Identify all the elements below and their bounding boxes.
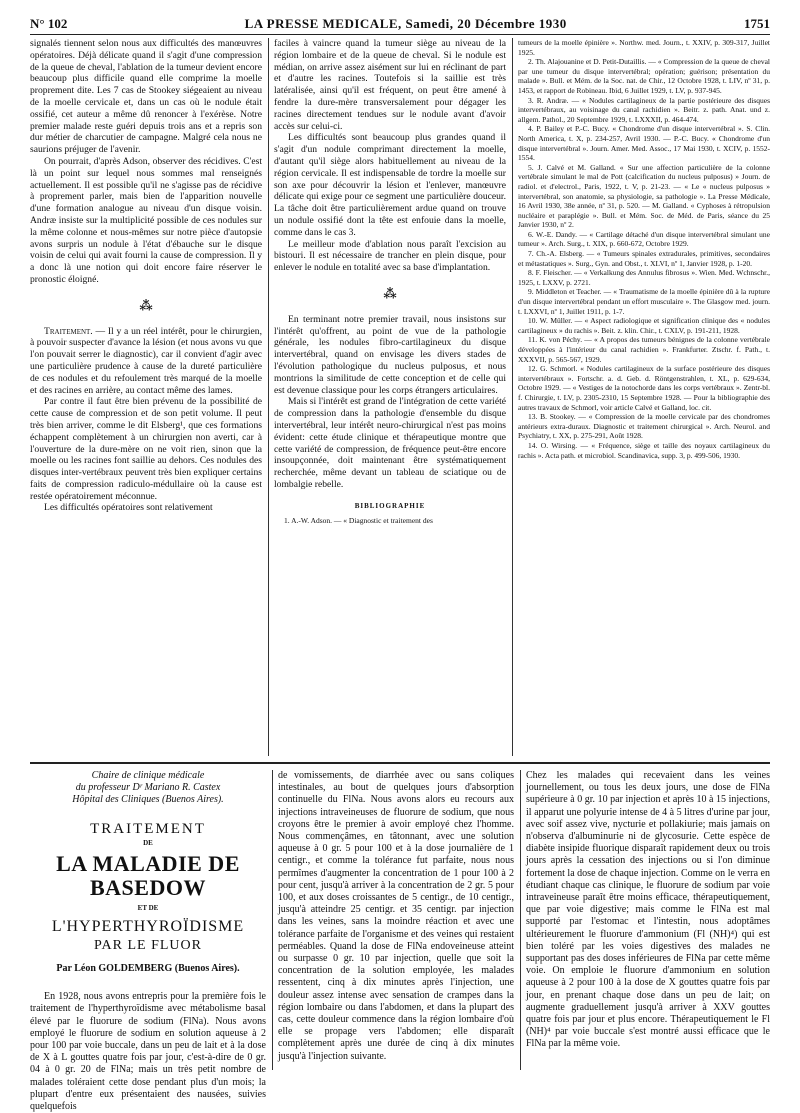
bibliography-column [518,38,770,756]
column-rule [268,38,269,756]
bib-entry: 10. W. Müller. — « Aspect radiologique et signification clinique des « nodules cartilagineux » du rachis ». Beit. z. klin. Chir., t. CXLV, p. 191-211, 1928. [518,316,770,335]
column-rule [520,770,521,1070]
paragraph: En terminant notre premier travail, nous insistons sur l'intérêt qu'offrent, au point de vue de la pathologie générale, les nodules fibro-cartilagineux du disque intervertébral, quand on envisage les divers stades de l'évolution pathologique du nucleus pulposus, et nous montrions la similitude de cette conception et de celle qui est devenue classique pour les corps étrangers articulaires. [274,313,506,396]
paragraph: Le meilleur mode d'ablation nous paraît l'excision au bistouri. Il est nécessaire de trancher en plein disque, pour enlever le nodule en totalité avec sa base d'implantation. [274,238,506,274]
section-stars: ⁂ [139,297,153,313]
article-column-1 [30,770,266,1113]
bib-entry: 6. W.-E. Dandy. — « Cartilage détaché d'un disque intervertébral simulant une tumeur ». Arch. Surg., t. XIX, p. 660-672, Octobre 1929. [518,229,770,249]
article-column-3 [526,770,770,1070]
column-rule [512,38,513,756]
article-title-line-4: PAR LE FLUOR [94,938,202,954]
bib-entry: 3. R. Andræ. — « Nodules cartilagineux de la partie postérieure des disques intervertébraux, au voisinage du canal rachidien ». Beitr. z. path. Anat. und z. allgem. Pathol., 20 Septembre 1929, t. LXXXII, p. 464-474. [518,95,770,124]
bib-entry: 8. F. Fleischer. — « Verkalkung des Annulus fibrosus ». Wien. Med. Wchnschr., 1925, t. LXXV, p. 2721. [518,268,770,287]
bib-entry: 7. Ch.-A. Elsberg. — « Tumeurs spinales extradurales, primitives, secondaires et métastatiques ». Surg., Gyn. and Obst., t. XLVI, nº 1, Janvier 1928, p. 1-20. [518,249,770,268]
paragraph: signalés tiennent selon nous aux difficultés des manœuvres opératoires. Déjà délicate quand il s'agit d'une compression de la queue de cheval, l'ablation de la tumeur devient encore beaucoup plus difficile quand elle comprime la moelle proprement dite. Les 7 cas de Stookey siégeaient au niveau de la moelle cervicale et, dans un cas où le nodule était ossifié, cet auteur a même dû renoncer à l'exérèse. Notre premier malade reste guéri depuis trois ans et a repris son dur métier de charcutier de campagne. Malgré cela nous ne saurions préjuger de l'avenir. [30,38,262,156]
article-title-line-1: TRAITEMENT [90,821,206,837]
article-title-et: ET DE [137,903,159,912]
bib-entry: 2. Th. Alajouanine et D. Petit-Dutaillis. — « Compression de la queue de cheval par une tumeur du disque intervertébral; opération; guérison; présentation du malade ». Bull. et Mém. de la Soc. nat. de Chir., 12 Octobre 1928, t. LIV, nº 31, p. 1453, et rapport de Robineau. Ibid, 6 Juillet 1929, t. LV, p. 937-945. [518,57,770,95]
paragraph: Par contre il faut être bien prévenu de la possibilité de cette cause de compression et de son petit volume. Il peut très bien arriver, comme le dit Elsberg¹, que ces formations échappent complètement à un chirurgien non averti, car à l'ouverture de la dure-mère on ne voit rien, sinon que la moelle ou les racines font saillie au dehors. Ces nodules des disques inter-vertébraux peuvent très bien expliquer certains faits de compression radiculo-médullaire où la cause est restée opératoirement méconnue. [30,396,262,502]
affiliation-line: Hôpital des Cliniques (Buenos Aires). [72,794,224,805]
journal-title: LA PRESSE MEDICALE, Samedi, 20 Décembre 1930 [244,16,567,31]
bib-entry: 11. K. von Péchy. — « A propos des tumeurs bénignes de la colonne vertébrale développées à l'intérieur du canal rachidien ». Frankfurter. Ztschr. f. Path., t. XXXVII, p. 565-567, 1929. [518,335,770,364]
top-column-1 [30,38,262,698]
paragraph: de vomissements, de diarrhée avec ou sans coliques intestinales, au bout de quelques jours d'absorption continuelle du FlNa. Nous avons alors eu recours aux injections intraveineuses de fluorure de sodium, que nous croyons être le premier à avoir employé chez l'homme. Nous commençâmes, en tâtonnant, avec une solution aqueuse à 0 gr. 5 pour 100 et à la dose journalière de 1 centigr., et comme la tolérance fut parfaite, nous nous permîmes d'augmenter la concentration de 1 pour 100 à 2 pour cent, jusqu'à arriver à la concentration de 2 gr. 5 pour 100, et aux doses croissantes de 5 centigr., de 10 centigr., jusqu'à atteindre 25 centigr. et 35 centigr. par injection dans les veines, sans la moindre réaction et avec une tolérance parfaite de l'organisme et des veines qui restaient perméables. Quand la dose de FlNa endoveineuse atteint ou surpasse 0 gr. 10 par injection, quelle que soit la concentration de la solution employée, les malades ressentent, cinq à dix minutes après l'injection, une douleur assez intense avec sensation de crampes dans la région lombaire ou dans l'abdomen, et dans la plupart des cas, cette douleur commence dans la région lombaire d'où elle se propage vers l'abdomen; elle disparaît complètement après une durée de cinq à dix minutes jusqu'à l'injection suivante. [278,770,514,1062]
bib-entry: 9. Middleton et Teacher. — « Traumatisme de la moelle épinière dû à la rupture d'un disque intervertébral pendant un effort musculaire ». The Glasgow med. journ. t. LXXVI, nº 1, Juillet 1911, p. 1-7. [518,287,770,316]
top-column-2 [274,38,506,756]
page-number-right: 1751 [744,16,770,31]
paragraph: Les difficultés sont beaucoup plus grandes quand il s'agit d'un nodule comprimant directement la moelle, d'autant qu'il siège alors habituellement au niveau de la région cervicale. Il est indispensable de tordre la moelle sur son axe pour découvrir la lésion et l'enlever, manœuvre délicate qui exige pour ce segment une particulière douceur. La tâche doit être particulièrement ardue quand on trouve un nodule ossifié dont la tête est enfouie dans la moelle, comme dans le cas 3. [274,132,506,238]
bib-entry: 1. A.-W. Adson. — « Diagnostic et traitement des [284,516,433,526]
paragraph: Mais si l'intérêt est grand de l'intégration de cette variété de compression dans la pathologie d'ensemble du disque intervertébral, leur intérêt neuro-chirurgical n'est pas moins évident: cette étude clinique et thérapeutique montre que cette variété de compression, de fréquence peut-être encore insoupçonnée, doit maintenant être systématiquement recherchée, même devant un tableau de sciatique ou de lombalgie rebelle. [274,396,506,490]
article-title-line-3: L'HYPERTHYROÏDISME [51,918,245,936]
paragraph: Chez les malades qui recevaient dans les veines journellement, ou tous les deux jours, une dose de FlNa supérieure à 0 gr. 10 par injection et après 10 à 15 injections, il apparut une polyurie intense de 4 à 5 litres d'urine par jour, avec soif assez vive, nycturie et pollakiurie; mais jamais on n'observa d'albuminurie ni de glycosurie. Cette espèce de diabète insipide fluorique disparaît rapidement deux ou trois jours après la cessation des injections ou si l'on diminue fortement la dose de chaque injection. Comme on le verra en étudiant chaque cas clinique, le fluorure de sodium par voie intraveineuse paraît être moins efficace, thérapeutiquement, que par voie digestive; mais comme le FlNa est mal supporté par l'estomac et l'intestin, nous adoptâmes ultérieurement le fluorure d'ammonium (Fl (NH)⁴) qui est bien toléré par les voies digestives des malades ne supportant pas des doses inférieures de FlNa par cette même voie. On emploie le fluorure d'ammonium en solution aqueuse à 2 pour 100 à la dose de X gouttes quatre fois par jour, en prenant chaque dose dans un peu de lait; on augmente graduellement jusqu'à arriver à XXV gouttes quatre fois par jour et plus encore. Thérapeutiquement le Fl (NH)⁴ par voie buccale s'est montré aussi efficace que le FlNa par la même voie. [526,770,770,1050]
column-rule [272,770,273,1070]
page-number-left: N° 102 [30,16,68,31]
paragraph: On pourrait, d'après Adson, observer des récidives. C'est là un point sur lequel nous sommes mal renseignés actuellement. Il est possible qu'il ne s'agisse pas de récidive à proprement parler, mais bien de l'apparition nouvelle d'une formation analogue au niveau d'un disque voisin. Andræ insiste sur la multiplicité possible de ces nodules sur la même colonne et nous-mêmes sur notre pièce d'autopsie avons surpris un nodule à l'état d'ébauche sur le disque voisin de celui qui avait fourni la cause de compression. Il y a donc là une notion qui doit encore faire réserver le pronostic éloigné. [30,155,262,285]
affiliation-line: du professeur Dʳ Mariano R. Castex [75,782,221,793]
paragraph: En 1928, nous avons entrepris pour la première fois le traitement de l'hyperthyroïdisme avec métabolisme basal élevé par le fluorure de sodium (FlNa). Nous avons employé le fluorure de sodium en solution aqueuse à 2 pour 100 par voie buccale, dans un peu de lait et à la dose de X à L gouttes quatre fois par jour, c'est-à-dire de 0 gr. 04 à 0 gr. 20 de FlNa; mais un très petit nombre de malades toléraient cette dose pendant plus d'un mois; la plupart d'entre eux présentaient des nausées, suivies quelquefois [30,991,266,1113]
treatment-lead: Traitement. [44,325,93,337]
affiliation-line: Chaire de clinique médicale [91,770,205,781]
article-affiliation [30,770,266,806]
page-header [30,10,770,35]
article-author: Par Léon GOLDEMBERG (Buenos Aires). [56,963,240,975]
section-stars: ⁂ [383,285,397,301]
bibliography-heading: BIBLIOGRAPHIE [354,501,426,510]
article-title-main: LA MALADIE DE BASEDOW [56,850,240,900]
paragraph: Les difficultés opératoires sont relativement [44,502,213,514]
article-column-2 [278,770,514,1070]
paragraph: faciles à vaincre quand la tumeur siège au niveau de la région lombaire et de la queue de cheval. Si le nodule est médian, on arrive assez aisément sur lui en réclinant de part et d'autre les racines. Toutefois si la saillie est très latéralisée, ainsi qu'il est fréquent, on peut être amené à fendre la dure-mère transversalement pour dégager les racines directement tendues sur le nodule avant d'avoir accès sur celui-ci. [274,38,506,132]
bib-entry: 5. J. Calvé et M. Galland. « Sur une affection particulière de la colonne vertébrale simulant le mal de Pott (calcification du nucleus pulposus) » Journ. de radiol. et d'electrol., Paris, 1922, t. V, p. 21-23. — « Le « nucleus pulposus » intervertébral, son anatomie, sa physiologie, sa pathologie ». La Presse Médicale, 16 Avril 1930, 38e année, nº 31, p. 520. — M. Galland. « Cyphoses à rétropulsion nucléaire et paraplégie ». Bull. et Mém. Soc. de Méd. de Paris, séance du 25 Janvier 1930, nº 2. [518,162,770,230]
bib-entry: 14. O. Wirsing. — « Fréquence, siège et taille des noyaux cartilagineux du rachis ». Acta path. et microbiol. Scandinavica, supp. 3, p. 499-506, 1930. [518,440,770,460]
section-divider [30,762,770,764]
bib-entry: 4. P. Bailey et P.-C. Bucy. « Chondrome d'un disque intervertébral ». S. Clin. North America, t. X, p. 234-257, Avril 1930. — P.-C. Bucy. « Chondrome d'un disque intervertébral ». Journ. Amer. Med. Assoc., 17 Mai 1930, t. XCIV, p. 1552-1554. [518,124,770,163]
article-title-de: DE [143,838,153,847]
treatment-text: — Il y a un réel intérêt, pour le chirurgien, à pouvoir suspecter d'avance la lésion (et nous avons vu que l'on pouvait serrer le diagnostic), car il convient d'agir avec une particulière prudence à cause de la dureté particulière de ces nodules et du refoulement très marqué de la moelle et des racines en arrière, au contact même des lames. [30,325,262,396]
bib-entry: 13. B. Stookey. — « Compression de la moelle cervicale par des chondromes antérieurs extra-duraux. Diagnostic et traitement chirurgical ». Arch. Neurol. and Psychiatry, t. XX, p. 275-291, Août 1928. [518,412,770,441]
bib-entry: tumeurs de la moelle épinière ». Northw. med. Journ., t. XXIV, p. 309-317, Juillet 1925. [518,38,770,57]
paragraph [30,326,262,397]
bib-entry: 12. G. Schmorl. « Nodules cartilagineux de la surface postérieure des disques intervertébraux ». Fortschr. a. d. Geb. d. Röntgenstrahlen, t. XL, p. 629-634, Octobre 1929. — « Vestiges de la notochorde dans les corps vertébraux ». Zentr-bl. f. Chirurgie, t. LV, p. 2305-2310, 15 Septembre 1928. — Pour la bibliographie des autres travaux de Schmorl, voir article Calvé et Galland, loc. cit. [518,364,770,412]
